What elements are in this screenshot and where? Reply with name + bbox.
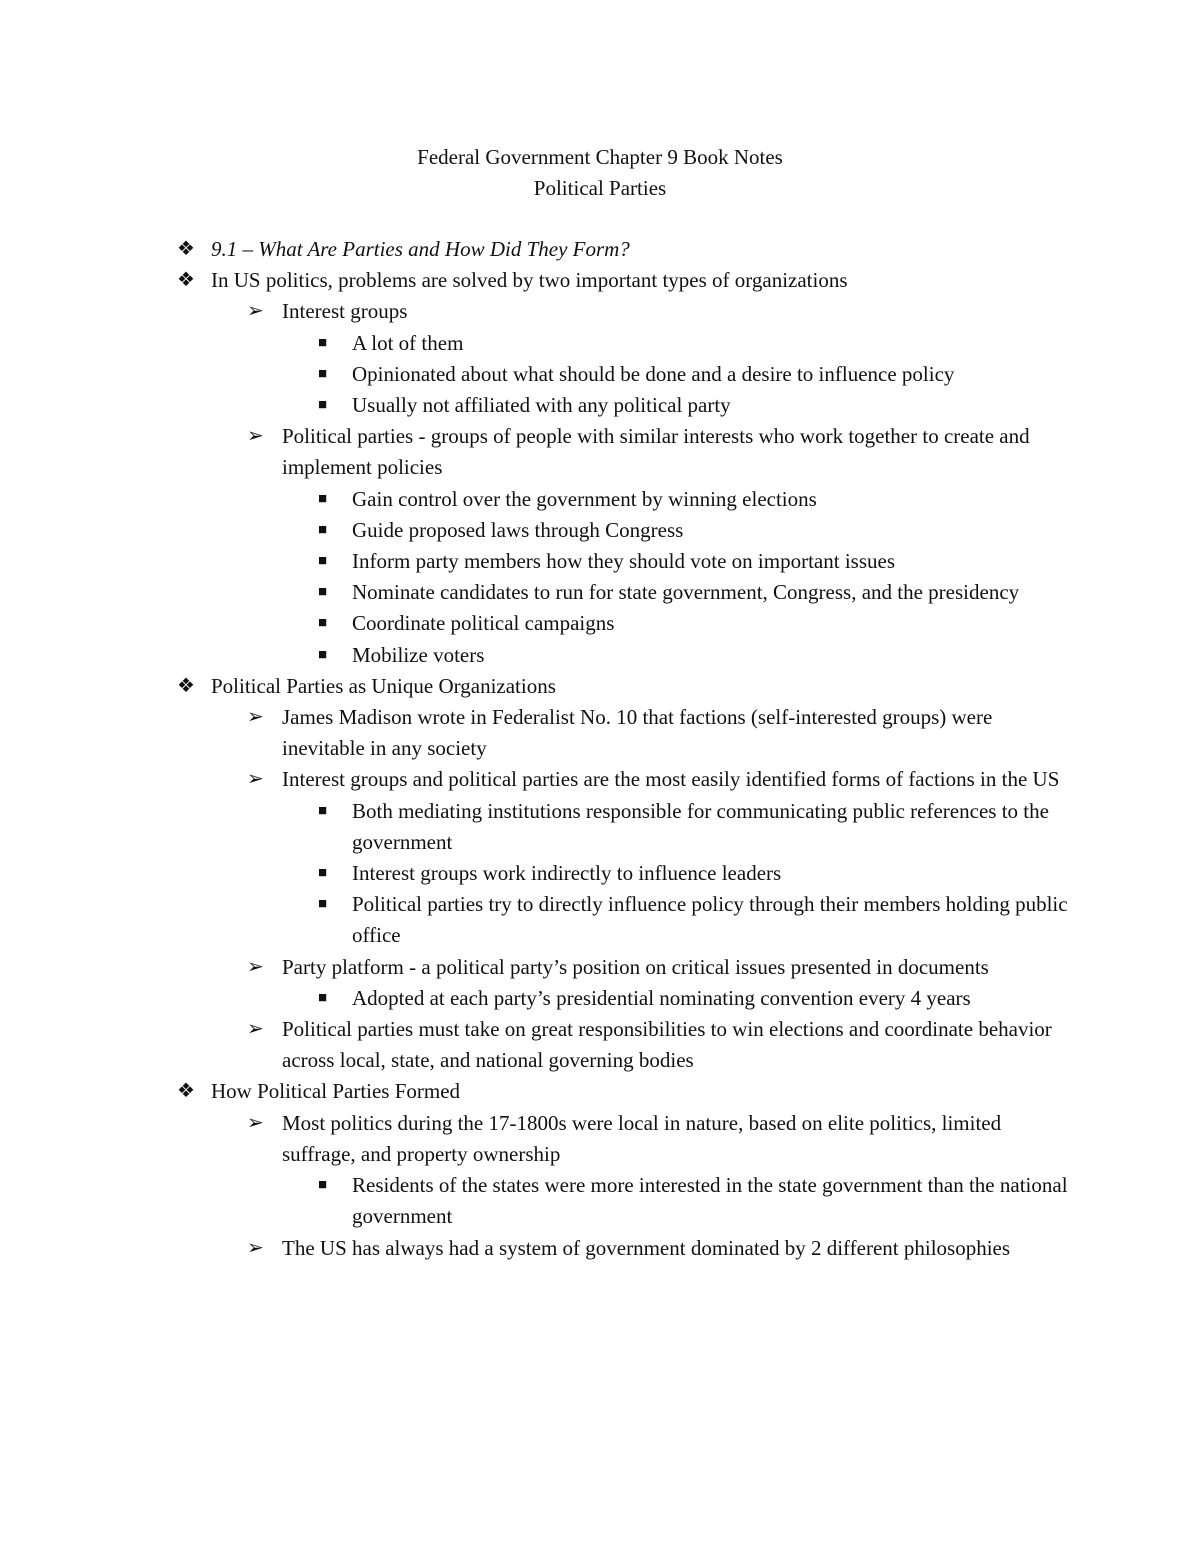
notes-outline <box>0 234 1200 1264</box>
arrow-bullet-icon: ➢ <box>247 1111 264 1134</box>
outline-item-level-2 <box>0 764 1072 795</box>
outline-item-text: In US politics, problems are solved by two important types of organizations <box>211 268 848 293</box>
outline-item-text: Political Parties as Unique Organizations <box>211 673 556 698</box>
outline-item-text: A lot of them <box>352 330 464 355</box>
outline-item-text: Both mediating institutions responsible for communicating public references to the government <box>352 798 1049 854</box>
outline-item-text: Guide proposed laws through Congress <box>352 517 684 542</box>
outline-item-text: Political parties must take on great responsibilities to win elections and coordinate behavior across local, state, and national governing bodies <box>282 1017 1052 1073</box>
square-bullet-icon: ■ <box>318 397 328 414</box>
outline-item-level-2 <box>0 1014 1072 1076</box>
outline-item-level-3 <box>0 546 1072 577</box>
outline-item-level-2 <box>0 1108 1072 1170</box>
square-bullet-icon: ■ <box>318 584 328 601</box>
square-bullet-icon: ■ <box>318 490 328 507</box>
outline-item-text: Most politics during the 17-1800s were local in nature, based on elite politics, limited suffrage, and property ownership <box>282 1110 1002 1166</box>
square-bullet-icon: ■ <box>318 896 328 913</box>
arrow-bullet-icon: ➢ <box>247 955 264 978</box>
outline-item-text: The US has always had a system of government dominated by 2 different philosophies <box>282 1235 1011 1260</box>
outline-item-level-1 <box>0 671 1071 702</box>
square-bullet-icon: ■ <box>318 334 328 351</box>
outline-item-text: Interest groups and political parties are the most easily identified forms of factions in the US <box>282 767 1060 792</box>
outline-item-text: James Madison wrote in Federalist No. 10 that factions (self-interested groups) were inevitable in any society <box>282 705 993 761</box>
arrow-bullet-icon: ➢ <box>247 300 264 323</box>
outline-item-level-2 <box>0 702 1072 764</box>
arrow-bullet-icon: ➢ <box>247 425 264 448</box>
square-bullet-icon: ■ <box>318 989 328 1006</box>
document-subtitle: Political Parties <box>533 176 667 200</box>
outline-item-level-1 <box>0 234 1071 265</box>
outline-item-text: Nominate candidates to run for state government, Congress, and the presidency <box>352 580 1020 605</box>
square-bullet-icon: ■ <box>318 615 328 632</box>
outline-item-level-3 <box>0 796 1072 858</box>
arrow-bullet-icon: ➢ <box>247 768 264 791</box>
outline-item-text: Political parties - groups of people with similar interests who work together to create and implement policies <box>282 424 1030 480</box>
outline-item-level-2 <box>0 296 1072 327</box>
outline-item-text: 9.1 – What Are Parties and How Did They Form? <box>211 237 630 261</box>
diamond-bullet-icon: ❖ <box>177 1080 195 1103</box>
outline-item-level-3 <box>0 328 1072 359</box>
outline-item-level-3 <box>0 640 1072 671</box>
square-bullet-icon: ■ <box>318 365 328 382</box>
square-bullet-icon: ■ <box>318 865 328 882</box>
document-header <box>0 142 1200 204</box>
outline-item-text: Opinionated about what should be done and a desire to influence policy <box>352 361 955 386</box>
square-bullet-icon: ■ <box>318 646 328 663</box>
outline-item-text: Political parties try to directly influence policy through their members holding public office <box>352 892 1068 948</box>
outline-item-text: Gain control over the government by winning elections <box>352 486 817 511</box>
arrow-bullet-icon: ➢ <box>247 706 264 729</box>
document-title: Federal Government Chapter 9 Book Notes <box>417 145 783 169</box>
outline-item-level-3 <box>0 858 1072 889</box>
outline-item-level-3 <box>0 608 1072 639</box>
outline-item-text: Residents of the states were more interested in the state government than the national government <box>352 1173 1068 1229</box>
diamond-bullet-icon: ❖ <box>177 674 195 697</box>
square-bullet-icon: ■ <box>318 521 328 538</box>
outline-item-level-3 <box>0 515 1072 546</box>
outline-item-level-3 <box>0 390 1072 421</box>
outline-item-level-2 <box>0 1233 1072 1264</box>
outline-item-text: Party platform - a political party’s position on critical issues presented in documents <box>282 954 989 979</box>
outline-item-level-3 <box>0 359 1072 390</box>
outline-item-level-2 <box>0 952 1072 983</box>
outline-item-level-3 <box>0 484 1072 515</box>
outline-item-level-3 <box>0 889 1072 951</box>
arrow-bullet-icon: ➢ <box>247 1236 264 1259</box>
square-bullet-icon: ■ <box>318 802 328 819</box>
outline-item-text: Coordinate political campaigns <box>352 611 615 636</box>
outline-item-text: Adopted at each party’s presidential nominating convention every 4 years <box>352 985 971 1010</box>
outline-item-level-2 <box>0 421 1072 483</box>
outline-item-level-3 <box>0 577 1072 608</box>
square-bullet-icon: ■ <box>318 553 328 570</box>
outline-item-level-3 <box>0 1170 1072 1232</box>
outline-item-level-3 <box>0 983 1072 1014</box>
outline-item-text: How Political Parties Formed <box>211 1079 461 1104</box>
diamond-bullet-icon: ❖ <box>177 238 195 260</box>
outline-item-text: Usually not affiliated with any political party <box>352 393 731 418</box>
outline-item-text: Interest groups <box>282 299 408 324</box>
outline-item-level-1 <box>0 1076 1071 1107</box>
diamond-bullet-icon: ❖ <box>177 269 195 292</box>
square-bullet-icon: ■ <box>318 1177 328 1194</box>
arrow-bullet-icon: ➢ <box>247 1018 264 1041</box>
outline-item-text: Interest groups work indirectly to influence leaders <box>352 861 782 886</box>
outline-item-text: Inform party members how they should vote on important issues <box>352 549 895 574</box>
outline-item-level-1 <box>0 265 1071 296</box>
outline-item-text: Mobilize voters <box>352 642 485 667</box>
